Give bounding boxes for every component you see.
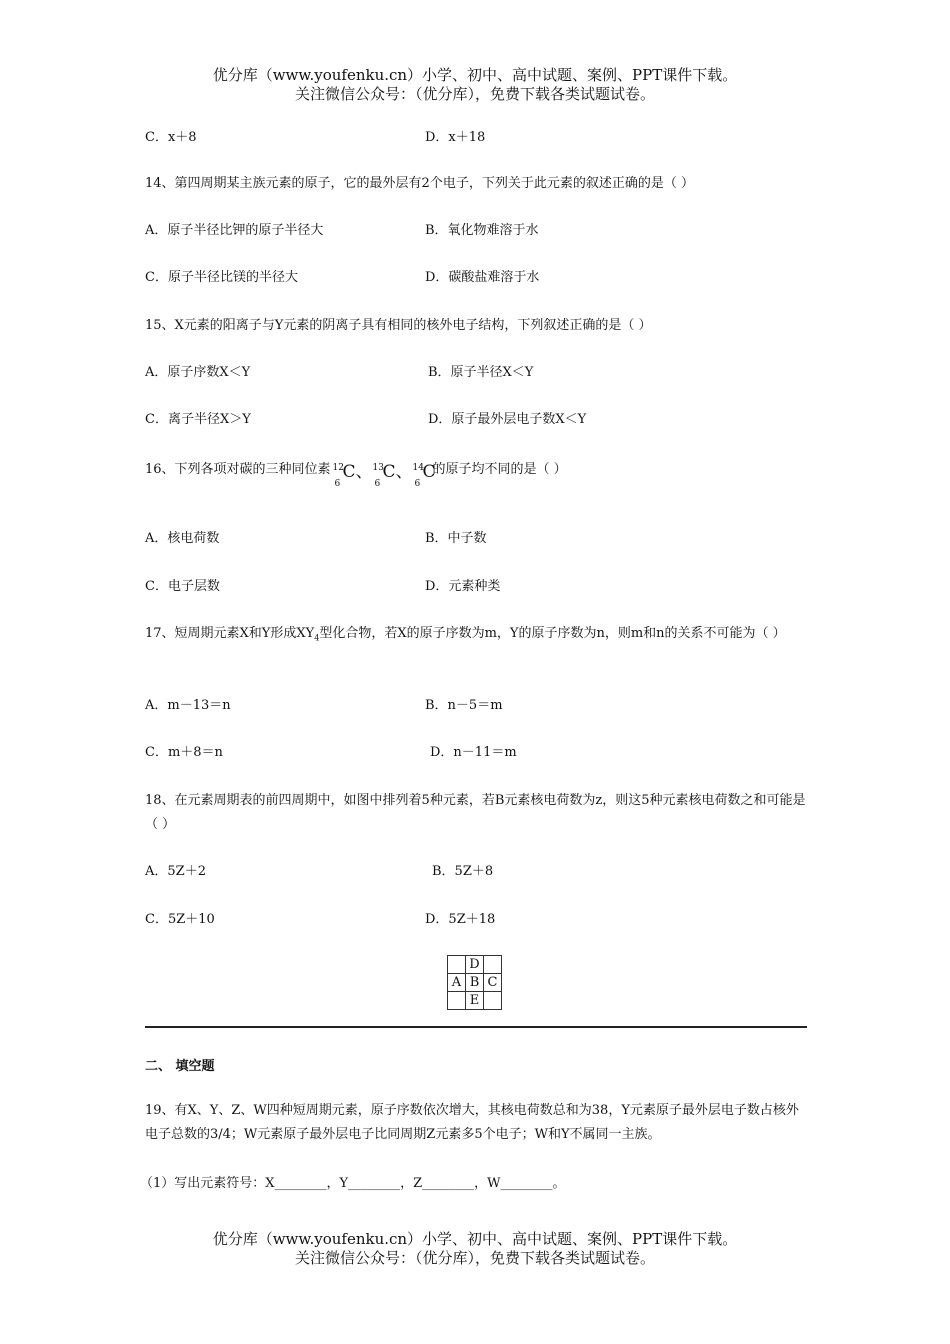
q17-option-a: A．m－13＝n xyxy=(145,698,231,713)
q16-stem xyxy=(145,455,810,489)
header-line-2: 关注微信公众号：（优分库），免费下载各类试题试卷。 xyxy=(294,85,655,103)
isotope-c13-mass: 13 xyxy=(372,462,384,473)
isotope-c13-symbol: C、 xyxy=(382,461,413,482)
q18-stem: 18、在元素周期表的前四周期中，如图中排列着5种元素，若B元素核电荷数为z，则这5种元素核电荷数之和可能是（ ） xyxy=(145,793,806,832)
q14-option-c: C．原子半径比镁的半径大 xyxy=(145,270,298,285)
isotope-c14-symbol: C xyxy=(422,461,436,482)
header-line-1: 优分库（www.youfenku.cn）小学、初中、高中试题、案例、PPT课件下载。 xyxy=(212,66,738,84)
q13-option-d: D．x＋18 xyxy=(425,130,486,145)
q16-option-b: B．中子数 xyxy=(425,531,487,546)
q18-option-a: A．5Z＋2 xyxy=(145,864,206,879)
q18-option-d: D．5Z＋18 xyxy=(425,912,496,927)
footer-line-1: 优分库（www.youfenku.cn）小学、初中、高中试题、案例、PPT课件下载。 xyxy=(212,1230,738,1248)
q15-option-b: B．原子半径X＜Y xyxy=(428,365,534,380)
q19-part-1: （1）写出元素符号：X________，Y________，Z________，W________。 xyxy=(140,1176,566,1191)
q17-stem: 17、短周期元素X和Y形成$XY_4$型化合物，若X的原子序数为m，Y的原子序数为n，则m和n的关系不可能为（ ） xyxy=(145,626,786,643)
grid-cell-c: C xyxy=(484,974,502,992)
isotope-c12-symbol: C、 xyxy=(342,461,373,482)
isotope-c14-mass: 14 xyxy=(412,462,424,473)
q14-stem: 14、第四周期某主族元素的原子，它的最外层有2个电子，下列关于此元素的叙述正确的是（ ） xyxy=(145,176,694,191)
isotope-c13-atomic-number: 6 xyxy=(374,478,381,489)
section-divider xyxy=(145,1026,807,1028)
q18-option-b: B．5Z＋8 xyxy=(432,864,494,879)
q16-option-c: C．电子层数 xyxy=(145,579,220,594)
q14-option-a: A．原子半径比钾的原子半径大 xyxy=(145,223,324,238)
q19-stem: 19、有X、Y、Z、W四种短周期元素，原子序数依次增大，其核电荷数总和为38，Y元素原子最外层电子数占核外电子总数的3/4；W元素原子最外层电子比同周期Z元素多5个电子；W和Y不属同一主族。 xyxy=(145,1103,799,1142)
isotope-c14-atomic-number: 6 xyxy=(414,478,421,489)
q17-option-d: D．n－11＝m xyxy=(430,745,517,760)
q13-option-c: C．x＋8 xyxy=(145,130,197,145)
isotope-c12-mass: 12 xyxy=(332,462,344,473)
q15-option-d: D．原子最外层电子数X＜Y xyxy=(428,412,587,427)
q14-option-b: B．氧化物难溶于水 xyxy=(425,223,539,238)
q16-option-a: A．核电荷数 xyxy=(145,531,220,546)
isotope-c12-atomic-number: 6 xyxy=(334,478,341,489)
q17-option-b: B．n－5＝m xyxy=(425,698,503,713)
isotope-c13 xyxy=(371,457,413,489)
q15-option-a: A．原子序数X＜Y xyxy=(145,365,251,380)
grid-cell-d: D xyxy=(466,956,484,974)
q14-option-d: D．碳酸盐难溶于水 xyxy=(425,270,540,285)
periodic-table-fragment xyxy=(447,955,502,1010)
q15-stem: 15、X元素的阳离子与Y元素的阴离子具有相同的核外电子结构，下列叙述正确的是（ ） xyxy=(145,318,652,333)
grid-cell-b: B xyxy=(466,974,484,992)
grid-cell-e: E xyxy=(466,992,484,1010)
q16-stem-pre: 16、下列各项对碳的三种同位素 xyxy=(145,462,331,477)
grid-cell-a: A xyxy=(448,974,466,992)
q18-option-c: C．5Z＋10 xyxy=(145,912,215,927)
isotope-c12 xyxy=(331,457,373,489)
section-2-title: 二、 填空题 xyxy=(145,1059,215,1074)
q17-option-c: C．m＋8＝n xyxy=(145,745,223,760)
footer-line-2: 关注微信公众号：（优分库），免费下载各类试题试卷。 xyxy=(294,1249,655,1267)
q16-stem-post: 的原子均不同的是（ ） xyxy=(432,462,567,477)
q16-option-d: D．元素种类 xyxy=(425,579,501,594)
isotope-c14 xyxy=(411,457,436,489)
q15-option-c: C．离子半径X＞Y xyxy=(145,412,251,427)
